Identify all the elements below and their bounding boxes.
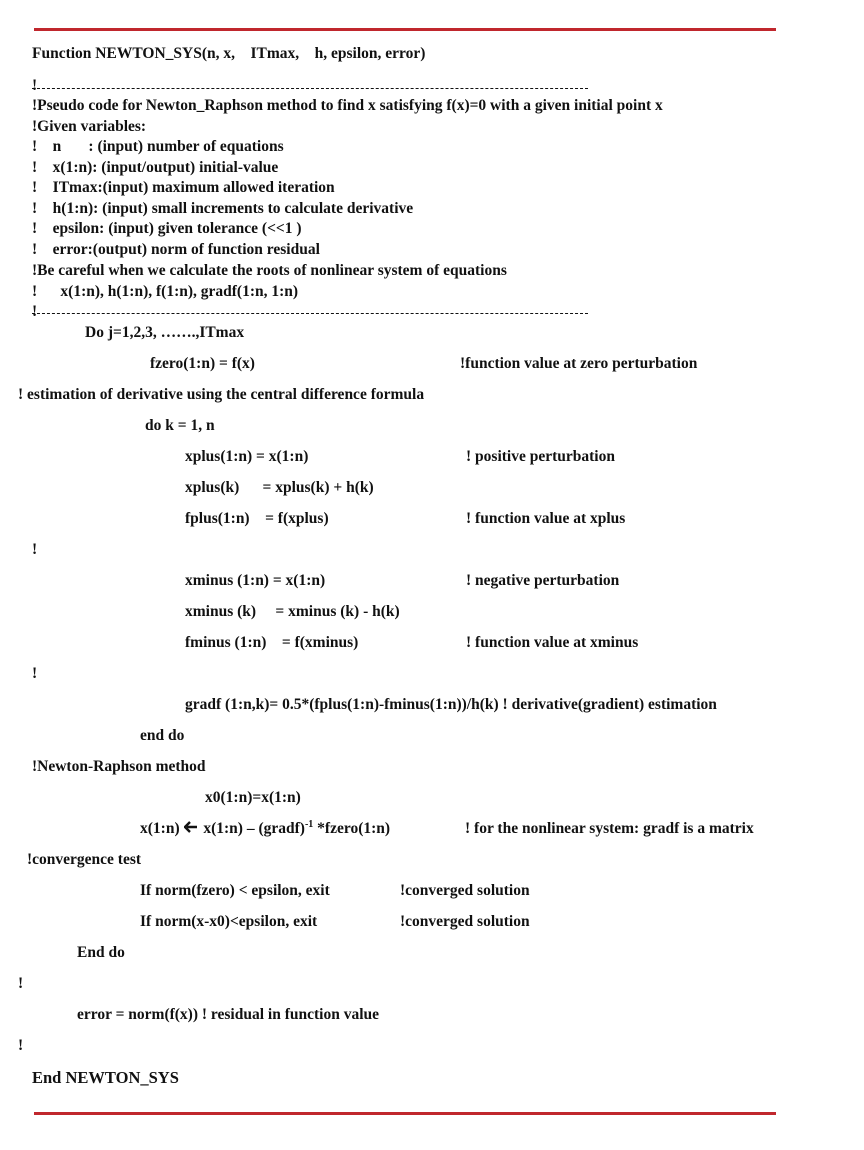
xplus-increment: xplus(k) = xplus(k) + h(k) — [185, 479, 374, 496]
inverse-superscript: -1 — [304, 818, 314, 830]
fplus-line: fplus(1:n) = f(xplus) — [185, 510, 329, 527]
fzero-comment: !function value at zero perturbation — [460, 355, 698, 372]
comment-line: ! ITmax:(input) maximum allowed iteration — [32, 179, 335, 196]
update-tail: *fzero(1:n) — [313, 820, 391, 837]
xminus-comment: ! negative perturbation — [466, 572, 620, 589]
derivative-comment: ! estimation of derivative using the central difference formula — [18, 386, 425, 403]
comment-line: ! x(1:n), h(1:n), f(1:n), gradf(1:n, 1:n) — [32, 283, 299, 300]
top-rule — [34, 28, 776, 31]
comment-line: !Given variables: — [32, 118, 147, 135]
end-do-j: End do — [77, 944, 125, 961]
comment-divider-top — [32, 88, 588, 89]
bottom-rule — [34, 1112, 776, 1115]
fplus-comment: ! function value at xplus — [466, 510, 626, 527]
x0-line: x0(1:n)=x(1:n) — [205, 789, 301, 806]
comment-line: ! n : (input) number of equations — [32, 138, 284, 155]
do-loop-k: do k = 1, n — [145, 417, 215, 434]
xminus-decrement: xminus (k) = xminus (k) - h(k) — [185, 603, 400, 620]
update-rhs: x(1:n) – (gradf) — [203, 820, 305, 837]
if-x-comment: !converged solution — [400, 913, 530, 930]
comment-line: ! h(1:n): (input) small increments to calculate derivative — [32, 200, 414, 217]
do-loop-j: Do j=1,2,3, …….,ITmax — [85, 324, 245, 341]
left-arrow-icon — [183, 819, 199, 839]
comment-divider-bottom — [32, 313, 588, 314]
comment-line: !Be careful when we calculate the roots of nonlinear system of equations — [32, 262, 507, 279]
comment-line: ! x(1:n): (input/output) initial-value — [32, 159, 279, 176]
update-comment: ! for the nonlinear system: gradf is a matrix — [465, 820, 754, 837]
fminus-line: fminus (1:n) = f(xminus) — [185, 634, 359, 651]
blank-comment: ! — [32, 665, 38, 682]
gradf-line: gradf (1:n,k)= 0.5*(fplus(1:n)-fminus(1:n))/h(k) ! derivative(gradient) estimation — [185, 696, 717, 713]
comment-close: ! — [32, 303, 38, 320]
comment-line: ! error:(output) norm of function residual — [32, 241, 320, 258]
convergence-comment: !convergence test — [27, 851, 142, 868]
end-do-k: end do — [140, 727, 185, 744]
blank-comment: ! — [18, 1037, 24, 1054]
fminus-comment: ! function value at xminus — [466, 634, 639, 651]
newton-raphson-comment: !Newton-Raphson method — [32, 758, 206, 775]
comment-line: ! epsilon: (input) given tolerance (<<1 ) — [32, 220, 302, 237]
xplus-assign: xplus(1:n) = x(1:n) — [185, 448, 309, 465]
update-line — [140, 819, 390, 839]
comment-line: !Pseudo code for Newton_Raphson method to find x satisfying f(x)=0 with a given initial point x — [32, 97, 663, 114]
if-x-line: If norm(x-x0)<epsilon, exit — [140, 913, 318, 930]
end-function: End NEWTON_SYS — [32, 1068, 179, 1087]
blank-comment: ! — [18, 975, 24, 992]
xplus-comment: ! positive perturbation — [466, 448, 615, 465]
function-signature: Function NEWTON_SYS(n, x, ITmax, h, epsilon, error) — [32, 45, 426, 62]
fzero-line: fzero(1:n) = f(x) — [150, 355, 255, 372]
error-line: error = norm(f(x)) ! residual in function value — [77, 1006, 380, 1023]
comment-open: ! — [32, 77, 38, 94]
blank-comment: ! — [32, 541, 38, 558]
if-fzero-comment: !converged solution — [400, 882, 530, 899]
update-lhs: x(1:n) — [140, 820, 180, 837]
xminus-assign: xminus (1:n) = x(1:n) — [185, 572, 326, 589]
if-fzero-line: If norm(fzero) < epsilon, exit — [140, 882, 330, 899]
